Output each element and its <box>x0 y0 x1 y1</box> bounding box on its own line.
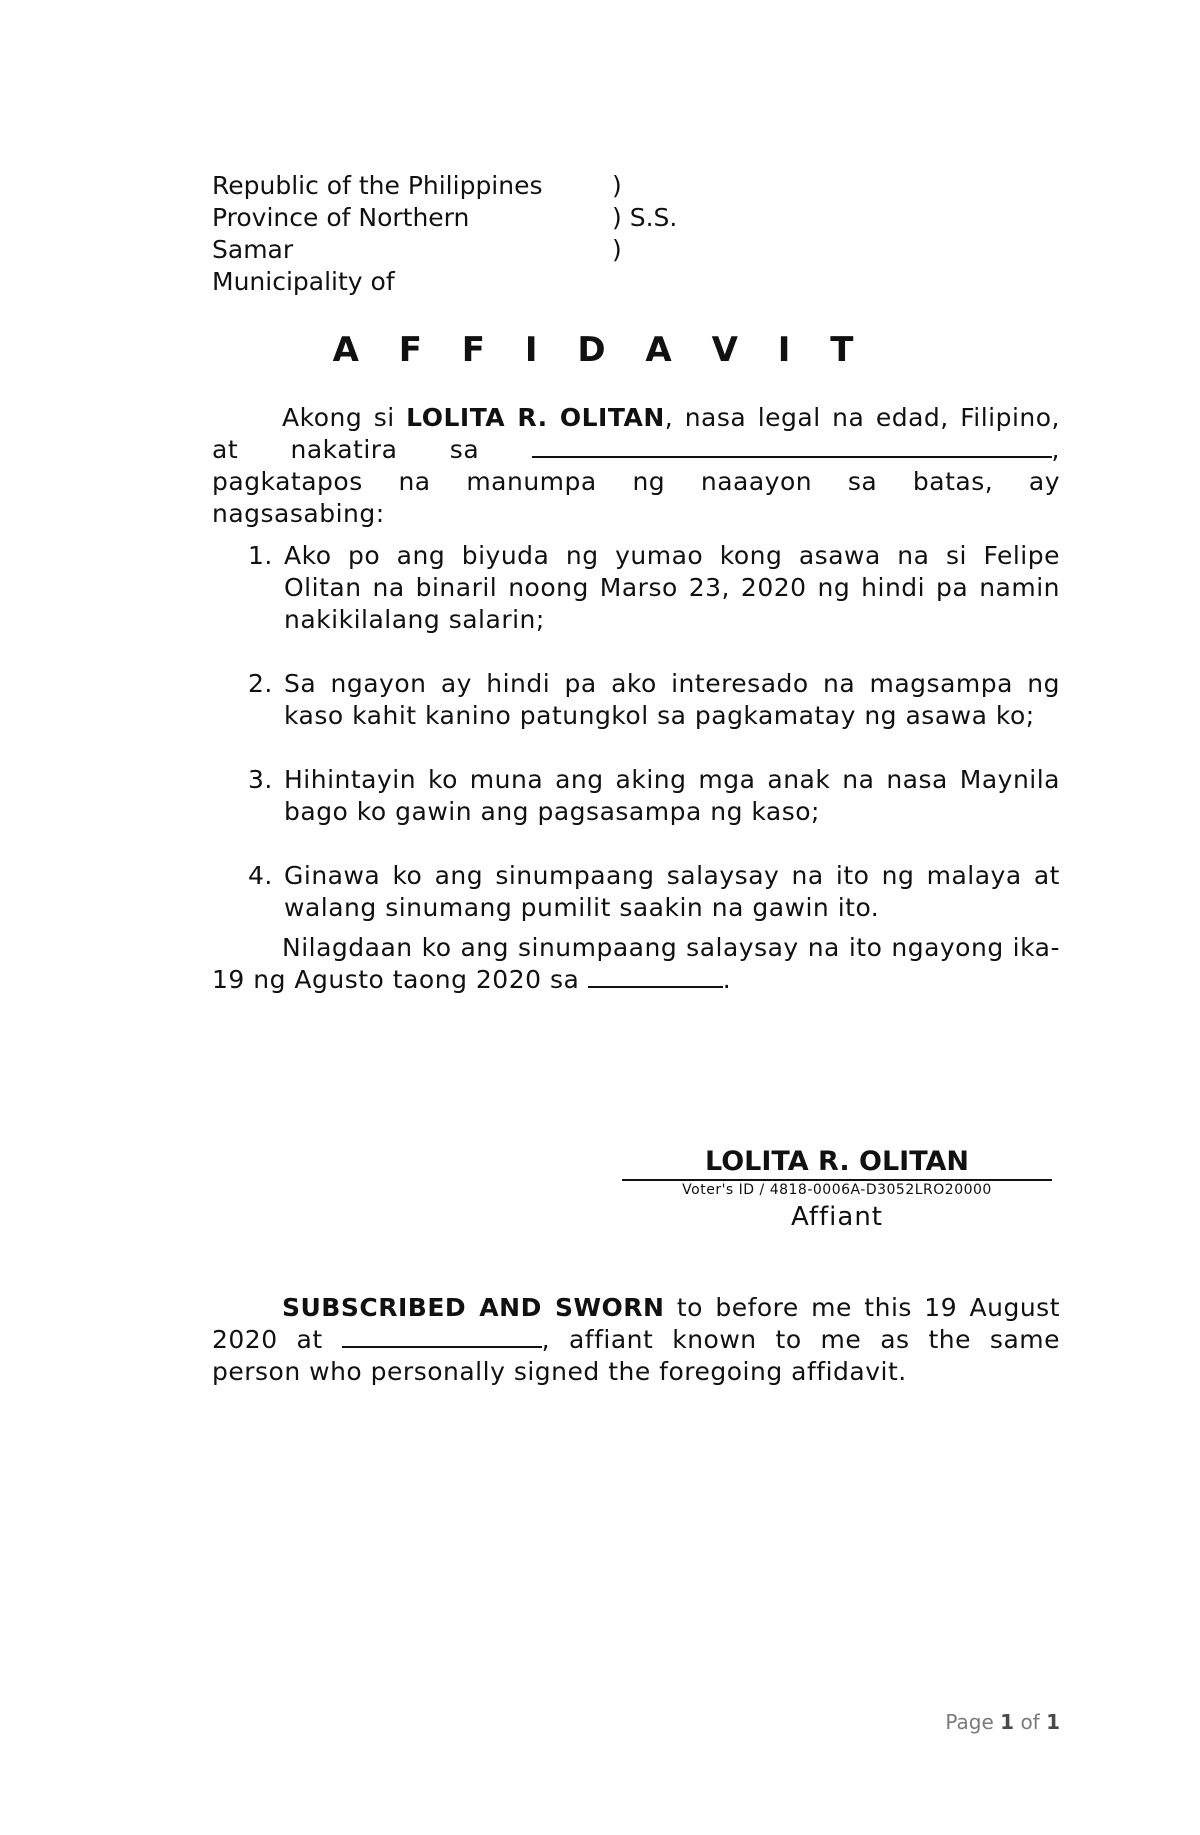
list-number: 1. <box>248 541 273 570</box>
affidavit-body <box>212 402 1060 996</box>
venue-row <box>212 234 732 266</box>
venue-label: Municipality of <box>212 267 395 296</box>
statement-list <box>212 540 1060 924</box>
page-current: 1 <box>1000 1710 1015 1734</box>
jurat-heading: SUBSCRIBED AND SWORN <box>282 1293 665 1322</box>
list-number: 4. <box>248 861 273 890</box>
document-title: A F F I D A V I T <box>332 330 868 370</box>
page-number <box>945 1710 1060 1734</box>
venue-row <box>212 202 732 234</box>
of-word: of <box>1020 1710 1040 1734</box>
venue-label: Samar <box>212 235 294 264</box>
intro-text-end: , pagkatapos na manumpa ng naaayon sa batas, ay nagsasabing: <box>212 435 1060 528</box>
voter-id: Voter's ID / 4818-0006A-D3052LRO20000 <box>682 1182 992 1198</box>
closing-paragraph <box>212 932 1060 996</box>
jurat-text-end: , affiant known to me as the same person who personally signed the foregoing affidavit. <box>212 1325 1061 1386</box>
list-number: 3. <box>248 765 273 794</box>
list-text: Ginawa ko ang sinumpaang salaysay na ito ng malaya at walang sinumang pumilit saakin na gawin ito. <box>284 861 1060 922</box>
jurat-place-blank <box>342 1324 542 1348</box>
list-item <box>212 860 1060 924</box>
address-blank <box>532 434 1052 458</box>
list-number: 2. <box>248 669 273 698</box>
intro-text: , nasa legal na edad, Filipino, at nakatira sa <box>212 403 1060 464</box>
closing-text: Nilagdaan ko ang sinumpaang salaysay na ito ngayong ika-19 ng Agusto taong 2020 sa <box>212 933 1060 994</box>
venue-bracket: ) S.S. <box>612 203 678 232</box>
venue-label: Republic of the Philippines <box>212 171 543 200</box>
list-text: Ako po ang biyuda ng yumao kong asawa na si Felipe Olitan na binaril noong Marso 23, 2020 ng hindi pa namin nakikilalang salarin; <box>284 541 1060 634</box>
signatory-name: LOLITA R. OLITAN <box>622 1147 1052 1181</box>
list-text: Sa ngayon ay hindi pa ako interesado na magsampa ng kaso kahit kanino patungkol sa pagkamatay ng asawa ko; <box>284 669 1060 730</box>
jurat-paragraph <box>212 1292 1060 1388</box>
venue-row <box>212 170 732 202</box>
signatory-role: Affiant <box>791 1202 883 1232</box>
jurat-text: to before me this 19 August 2020 at <box>212 1293 1060 1354</box>
list-item <box>212 764 1060 828</box>
venue-header <box>212 170 732 298</box>
page-total: 1 <box>1046 1710 1060 1734</box>
venue-bracket: ) <box>612 235 622 264</box>
intro-lead: Akong si <box>282 403 407 432</box>
affiant-name: LOLITA R. OLITAN <box>406 403 665 432</box>
closing-end: . <box>722 965 732 994</box>
signature-block <box>622 1147 1052 1233</box>
list-item <box>212 668 1060 732</box>
venue-label: Province of Northern <box>212 203 470 232</box>
page-word: Page <box>945 1710 994 1734</box>
venue-row <box>212 266 732 298</box>
list-text: Hihintayin ko muna ang aking mga anak na nasa Maynila bago ko gawin ang pagsasampa ng kaso; <box>284 765 1060 826</box>
venue-bracket: ) <box>612 171 622 200</box>
place-blank <box>588 964 723 988</box>
list-item <box>212 540 1060 636</box>
intro-paragraph <box>212 402 1060 530</box>
